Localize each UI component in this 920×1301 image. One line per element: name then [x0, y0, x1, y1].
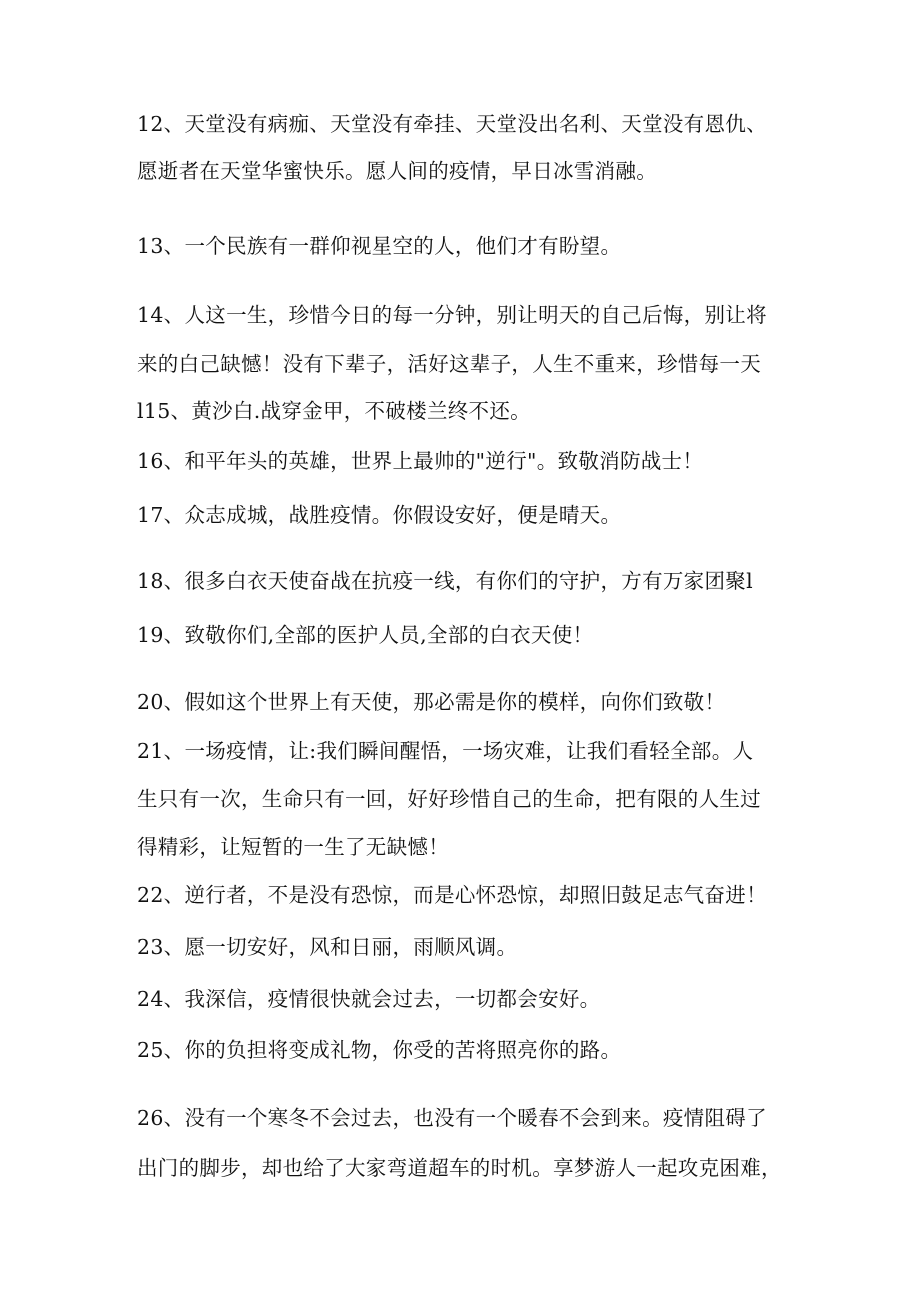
text-line: 12、天堂没有病痂、天堂没有牵挂、天堂没出名利、天堂没有恩仇、: [137, 112, 767, 136]
text-line: 16、和平年头的英雄，世界上最帅的"逆行"。致敬消防战士！: [137, 449, 704, 473]
text-line: l15、黄沙白.战穿金甲，不破楼兰终不还。: [137, 399, 531, 423]
text-line: 17、众志成城，战胜疫情。你假设安好，便是晴天。: [137, 503, 622, 527]
text-line: 得精彩，让短暂的一生了无缺憾！: [137, 835, 449, 859]
text-line: 生只有一次，生命只有一回，好好珍惜自己的生命，把有限的人生过: [137, 787, 761, 811]
text-line: 18、很多白衣天使奋战在抗疫一线，有你们的守护，方有万家团聚l: [137, 569, 753, 593]
text-line: 13、一个民族有一群仰视星空的人，他们才有盼望。: [137, 234, 622, 258]
text-line: 25、你的负担将变成礼物，你受的苦将照亮你的路。: [137, 1038, 622, 1062]
text-line: 21、一场疫情，让:我们瞬间醒悟，一场灾难，让我们看轻全部。人: [137, 739, 754, 763]
text-line: 23、愿一切安好，风和日丽，雨顺风调。: [137, 935, 518, 959]
text-line: 22、逆行者，不是没有恐惊，而是心怀恐惊，却照旧鼓足志气奋进！: [137, 883, 767, 907]
text-line: 14、人这一生，珍惜今日的每一分钟，别让明天的自己后悔，别让将: [137, 303, 767, 327]
text-line: 20、假如这个世界上有天使，那必需是你的模样，向你们致敬！: [137, 690, 726, 714]
text-line: 愿逝者在天堂华蜜快乐。愿人间的疫情，早日冰雪消融。: [137, 159, 657, 183]
text-line: 出门的脚步，却也给了大家弯道超车的时机。享梦游人一起攻克困难，: [137, 1156, 782, 1180]
text-line: 19、致敬你们,全部的医护人员,全部的白衣天使！: [137, 623, 594, 647]
text-line: 26、没有一个寒冬不会过去，也没有一个暖春不会到来。疫情阻碍了: [137, 1106, 767, 1130]
text-line: 来的白己缺憾！没有下辈子，活好这辈子，人生不重来，珍惜每一天: [137, 352, 761, 376]
text-line: 24、我深信，疫情很快就会过去，一切都会安好。: [137, 987, 601, 1011]
